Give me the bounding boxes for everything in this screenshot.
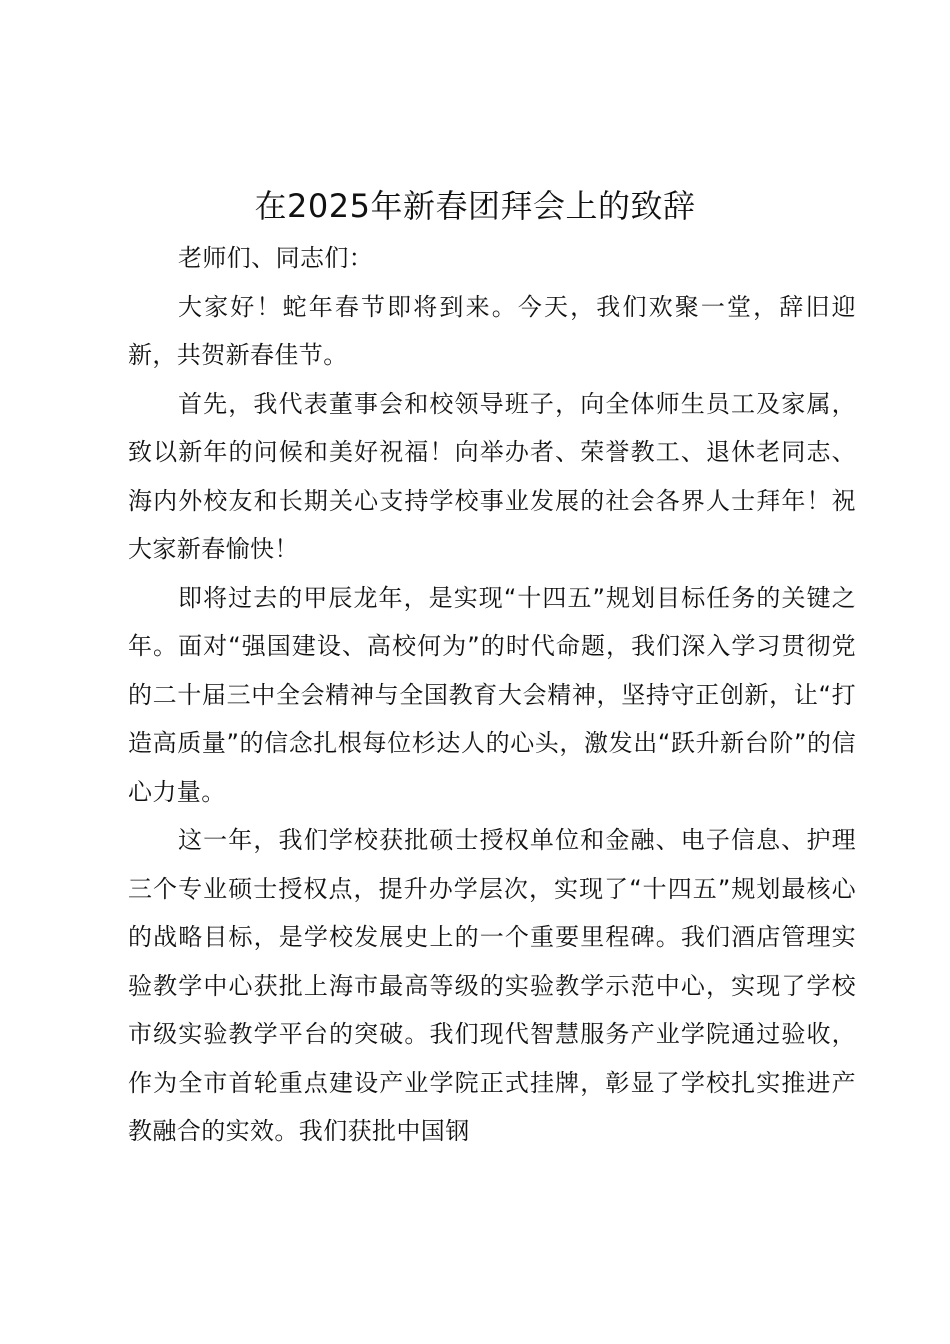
paragraph-1: 大家好！蛇年春节即将到来。今天，我们欢聚一堂，辞旧迎新，共贺新春佳节。: [128, 292, 856, 369]
paragraph-3: 即将过去的甲辰龙年，是实现“十四五”规划目标任务的关键之年。面对“强国建设、高校何为”的时代命题，我们深入学习贯彻党的二十届三中全会精神与全国教育大会精神，坚持守正创新，让“打造高质量”的信念扎根每位杉达人的心头，激发出“跃升新台阶”的信心力量。: [128, 583, 856, 806]
salutation: 老师们、同志们：: [178, 244, 374, 272]
paragraph-2: 首先，我代表董事会和校领导班子，向全体师生员工及家属，致以新年的问候和美好祝福！向举办者、荣誉教工、退休老同志、海内外校友和长期关心支持学校事业发展的社会各界人士拜年！祝大家新春愉快！: [128, 389, 856, 563]
document-body: [128, 234, 856, 1156]
paragraph-4: 这一年，我们学校获批硕士授权单位和金融、电子信息、护理三个专业硕士授权点，提升办学层次，实现了“十四五”规划最核心的战略目标，是学校发展史上的一个重要里程碑。我们酒店管理实验教学中心获批上海市最高等级的实验教学示范中心，实现了学校市级实验教学平台的突破。我们现代智慧服务产业学院通过验收，作为全市首轮重点建设产业学院正式挂牌，彰显了学校扎实推进产教融合的实效。我们获批中国钢: [128, 826, 856, 1145]
document-title: 在2025年新春团拜会上的致辞: [254, 187, 696, 225]
